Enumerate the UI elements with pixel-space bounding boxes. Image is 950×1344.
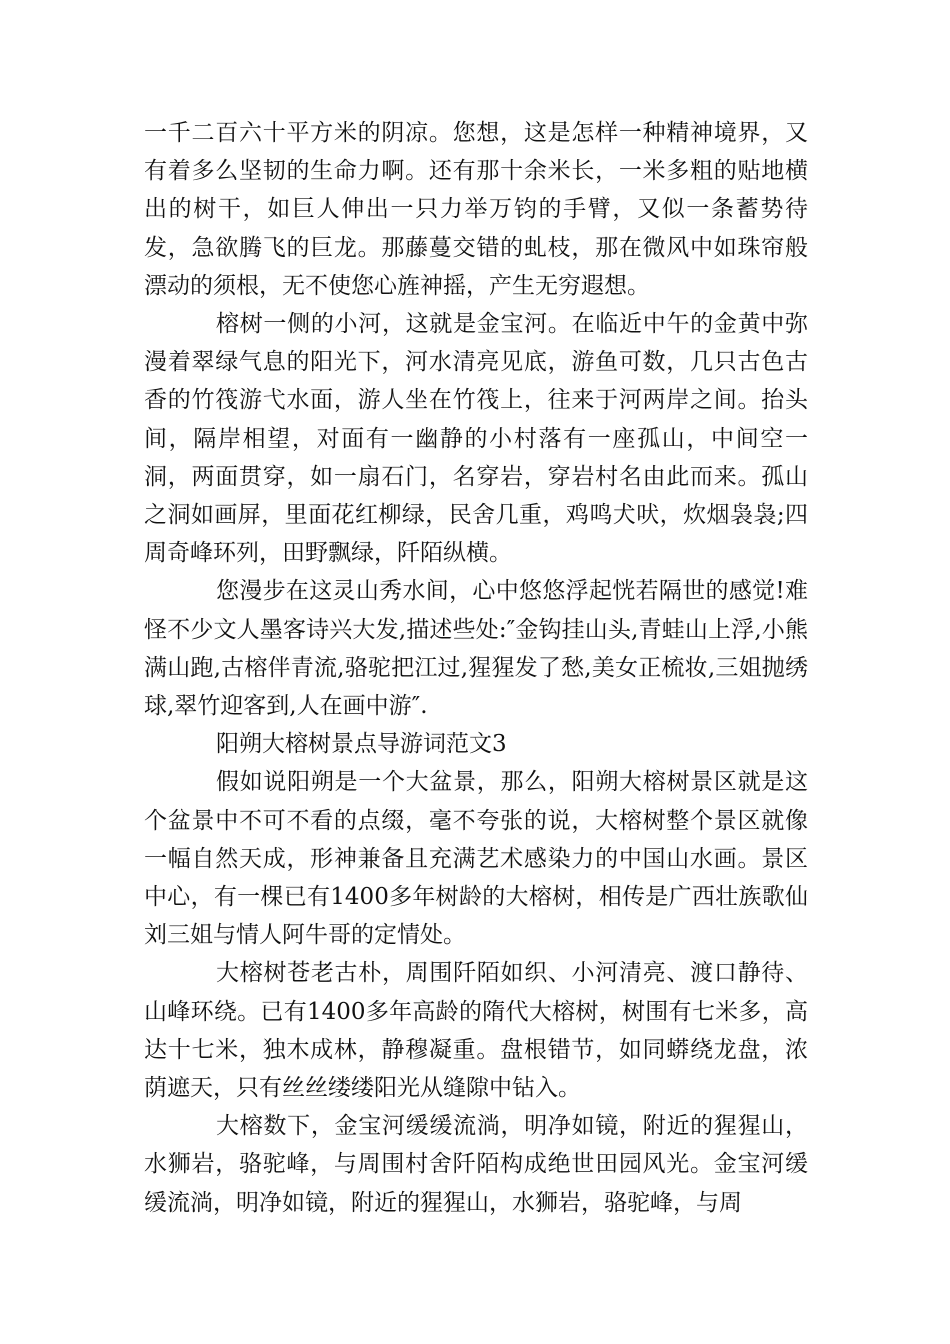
paragraph-jinbao-river: 榕树一侧的小河，这就是金宝河。在临近中午的金黄中弥漫着翠绿气息的阳光下，河水清亮见底，游鱼可数，几只古色古香的竹筏游弋水面，游人坐在竹筏上，往来于河两岸之间。抬头间，隔岸相望，对面有一幽静的小村落有一座孤山，中间空一洞，两面贯穿，如一扇石门，名穿岩，穿岩村名由此而来。孤山之洞如画屏，里面花红柳绿，民舍几重，鸡鸣犬吠，炊烟袅袅;四周奇峰环列，田野飘绿，阡陌纵横。: [144, 311, 808, 567]
paragraph-ancient-banyan: 大榕树苍老古朴，周围阡陌如织、小河清亮、渡口静待、山峰环绕。已有1400多年高龄的隋代大榕树，树围有七米多，高达十七米，独木成林，静穆凝重。盘根错节，如同蟒绕龙盘，浓荫遮天，只有丝丝缕缕阳光从缝隙中钻入。: [144, 960, 808, 1102]
section-heading: 阳朔大榕树景点导游词范文3: [216, 731, 507, 758]
document-page: [144, 114, 808, 1222]
paragraph-banyan-shade: 一千二百六十平方米的阴凉。您想，这是怎样一种精神境界，又有着多么坚韧的生命力啊。还有那十余米长，一米多粗的贴地横出的树干，如巨人伸出一只力举万钧的手臂，又似一条蓄势待发，急欲腾飞的巨龙。那藤蔓交错的虬枝，那在微风中如珠帘般漂动的须根，无不使您心旌神摇，产生无穷遐想。: [144, 120, 808, 299]
paragraph-bonsai-intro: 假如说阳朔是一个大盆景，那么，阳朔大榕树景区就是这个盆景中不可不看的点缀，毫不夸张的说，大榕树整个景区就像一幅自然天成，形神兼备且充满艺术感染力的中国山水画。景区中心，有一棵已有1400多年树龄的大榕树，相传是广西壮族歌仙刘三姐与情人阿牛哥的定情处。: [144, 769, 808, 949]
paragraph-poem: 您漫步在这灵山秀水间，心中悠悠浮起恍若隔世的感觉!难怪不少文人墨客诗兴大发,描述些处:″金钩挂山头,青蛙山上浮,小熊满山跑,古榕伴青流,骆驼把江过,猩猩发了愁,美女正梳妆,三姐抛绣球,翠竹迎客到,人在画中游″.: [144, 578, 808, 720]
paragraph-river-scenery: 大榕数下，金宝河缓缓流淌，明净如镜，附近的猩猩山，水狮岩，骆驼峰，与周围村舍阡陌构成绝世田园风光。金宝河缓缓流淌，明净如镜，附近的猩猩山，水狮岩，骆驼峰，与周: [144, 1113, 808, 1216]
